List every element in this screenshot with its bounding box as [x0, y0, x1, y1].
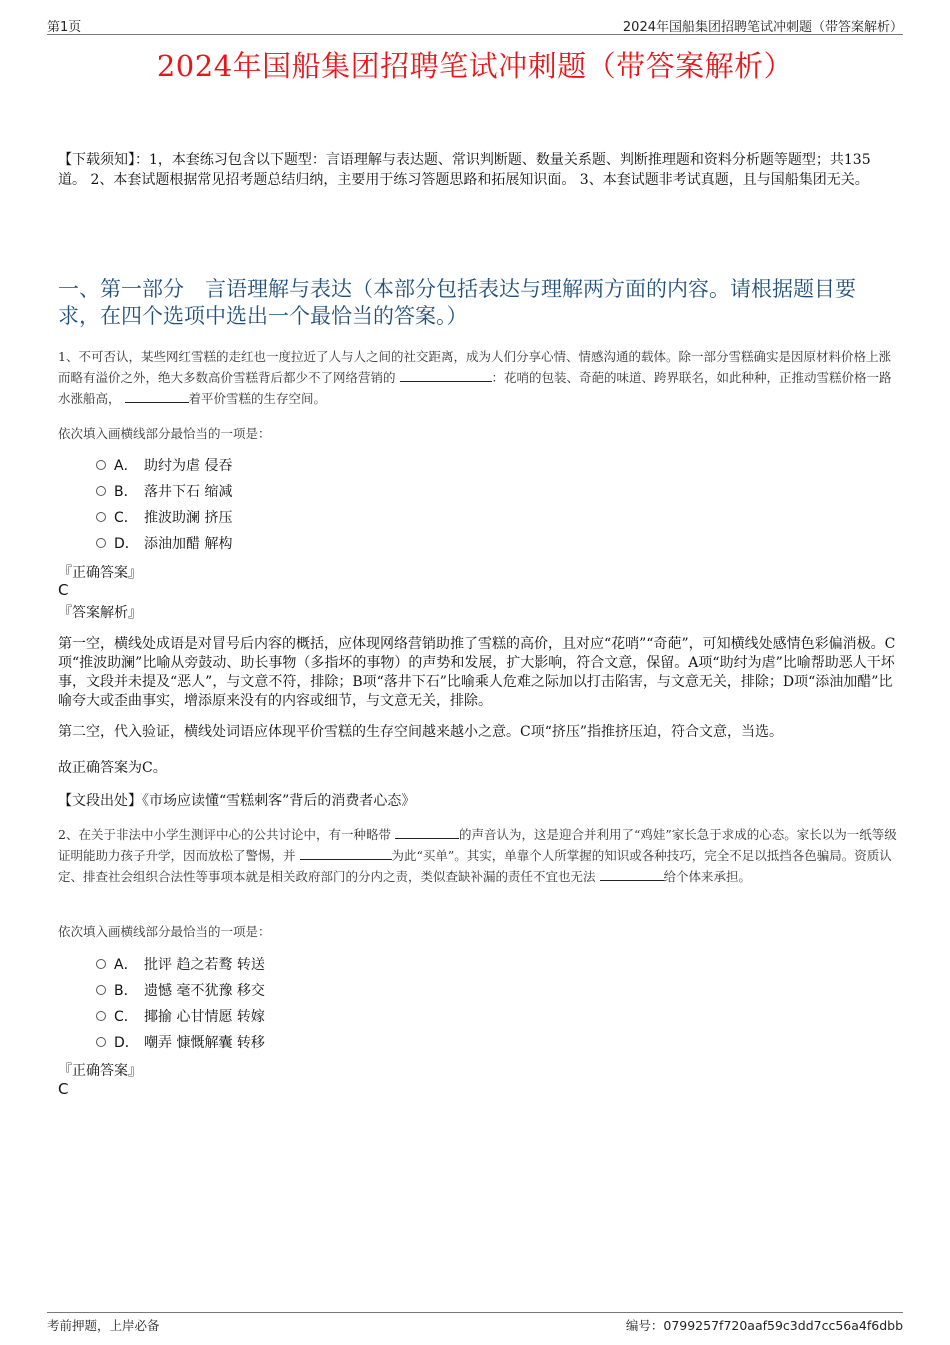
option-b[interactable]: B． 落井下石 缩减: [96, 479, 232, 505]
question-2-text: 2、在关于非法中小学生测评中心的公共讨论中，有一种略带 的声音认为，这是迎合并利用了“鸡娃”家长急于求成的心态。家长以为一纸等级证明能助力孩子升学，因而放松了警惕，并 为此“买单”。其实，单靠个人所掌握的知识或各种技巧，完全不足以抵挡各色骗局。资质认定、排查社会组织合法性等事项本就是相关政府部门的分内之责，类似查缺补漏的责任不宜也无法 给个体来承担。: [58, 827, 897, 884]
analysis-paragraph-1: 第一空，横线处成语是对冒号后内容的概括，应体现网络营销助推了雪糕的高价，且对应“花哨”“奇葩”，可知横线处感情色彩偏消极。C项“推波助澜”比喻从旁鼓动、助长事物（多指坏的事物）的声势和发展，扩大影响，符合文意，保留。A项“助纣为虐”比喻帮助恶人干坏事，文段并未提及“恶人”，与文意不符，排除；B项“落井下石”比喻乘人危难之际加以打击陷害，与文意无关，排除；D项“添油加醋”比喻夸大或歪曲事实，增添原来没有的内容或细节，与文意无关，排除。: [58, 636, 896, 709]
analysis-paragraph-2: 第二空，代入验证，横线处词语应体现平价雪糕的生存空间越来越小之意。C项“挤压”指推挤压迫，符合文意，当选。: [58, 724, 784, 740]
footer-slogan: 考前押题，上岸必备: [47, 1318, 160, 1333]
option-c[interactable]: C． 揶揄 心甘情愿 转嫁: [96, 1004, 265, 1030]
radio-icon[interactable]: [96, 1037, 106, 1047]
radio-icon[interactable]: [96, 985, 106, 995]
radio-icon[interactable]: [96, 512, 106, 522]
blank-line: [300, 847, 392, 860]
blank-line: [400, 369, 492, 382]
blank-line: [125, 390, 189, 403]
option-b[interactable]: B． 遗憾 毫不犹豫 移交: [96, 978, 265, 1004]
page-number: 第1页: [47, 20, 82, 35]
question-2-prompt: 依次填入画横线部分最恰当的一项是：: [58, 924, 271, 939]
header-doc-title: 2024年国船集团招聘笔试冲刺题（带答案解析）: [622, 20, 903, 35]
option-a[interactable]: A． 批评 趋之若鹜 转送: [96, 952, 265, 978]
option-c[interactable]: C． 推波助澜 挤压: [96, 505, 232, 531]
answer-label: 『正确答案』: [58, 1063, 142, 1079]
section-title: 一、第一部分 言语理解与表达（本部分包括表达与理解两方面的内容。请根据题目要求，在四个选项中选出一个最恰当的答案。）: [58, 277, 856, 328]
question-1-text: 1、不可否认，某些网红雪糕的走红也一度拉近了人与人之间的社交距离，成为人们分享心情、情感沟通的载体。除一部分雪糕确实是因原材料价格上涨而略有溢价之外，绝大多数高价雪糕背后都少不了网络营销的 ：花哨的包装、奇葩的味道、跨界联名，如此种种，正推动雪糕价格一路水涨船高， 着平价雪糕的生存空间。: [58, 349, 892, 406]
download-notice: 【下载须知】：1，本套练习包含以下题型：言语理解与表达题、常识判断题、数量关系题、判断推理题和资料分析题等题型；共135道。 2、本套试题根据常见招考题总结归纳，主要用于练习答题思路和拓展知识面。 3、本套试题非考试真题，且与国船集团无关。: [58, 152, 871, 188]
option-a[interactable]: A． 助纣为虐 侵吞: [96, 453, 232, 479]
answer-label: 『正确答案』: [58, 565, 142, 581]
answer-value: C: [58, 581, 69, 599]
question-2-options: [96, 952, 265, 1056]
radio-icon[interactable]: [96, 1011, 106, 1021]
radio-icon[interactable]: [96, 959, 106, 969]
radio-icon[interactable]: [96, 460, 106, 470]
analysis-label: 『答案解析』: [58, 605, 142, 621]
blank-line: [395, 826, 459, 839]
page-title: 2024年国船集团招聘笔试冲刺题（带答案解析）: [156, 49, 794, 83]
option-d[interactable]: D． 嘲弄 慷慨解囊 转移: [96, 1030, 265, 1056]
question-1-options: [96, 453, 232, 557]
page-footer: [47, 1312, 903, 1333]
analysis-paragraph-3: 故正确答案为C。: [58, 760, 167, 776]
footer-serial: 编号：0799257f720aaf59c3dd7cc56a4f6dbb: [625, 1318, 903, 1333]
page-header: [47, 14, 903, 35]
option-d[interactable]: D． 添油加醋 解构: [96, 531, 232, 557]
radio-icon[interactable]: [96, 486, 106, 496]
blank-line: [600, 868, 664, 881]
answer-value: C: [58, 1080, 69, 1098]
radio-icon[interactable]: [96, 538, 106, 548]
question-1-prompt: 依次填入画横线部分最恰当的一项是：: [58, 426, 271, 441]
passage-source: 【文段出处】《市场应读懂“雪糕刺客”背后的消费者心态》: [58, 793, 416, 809]
